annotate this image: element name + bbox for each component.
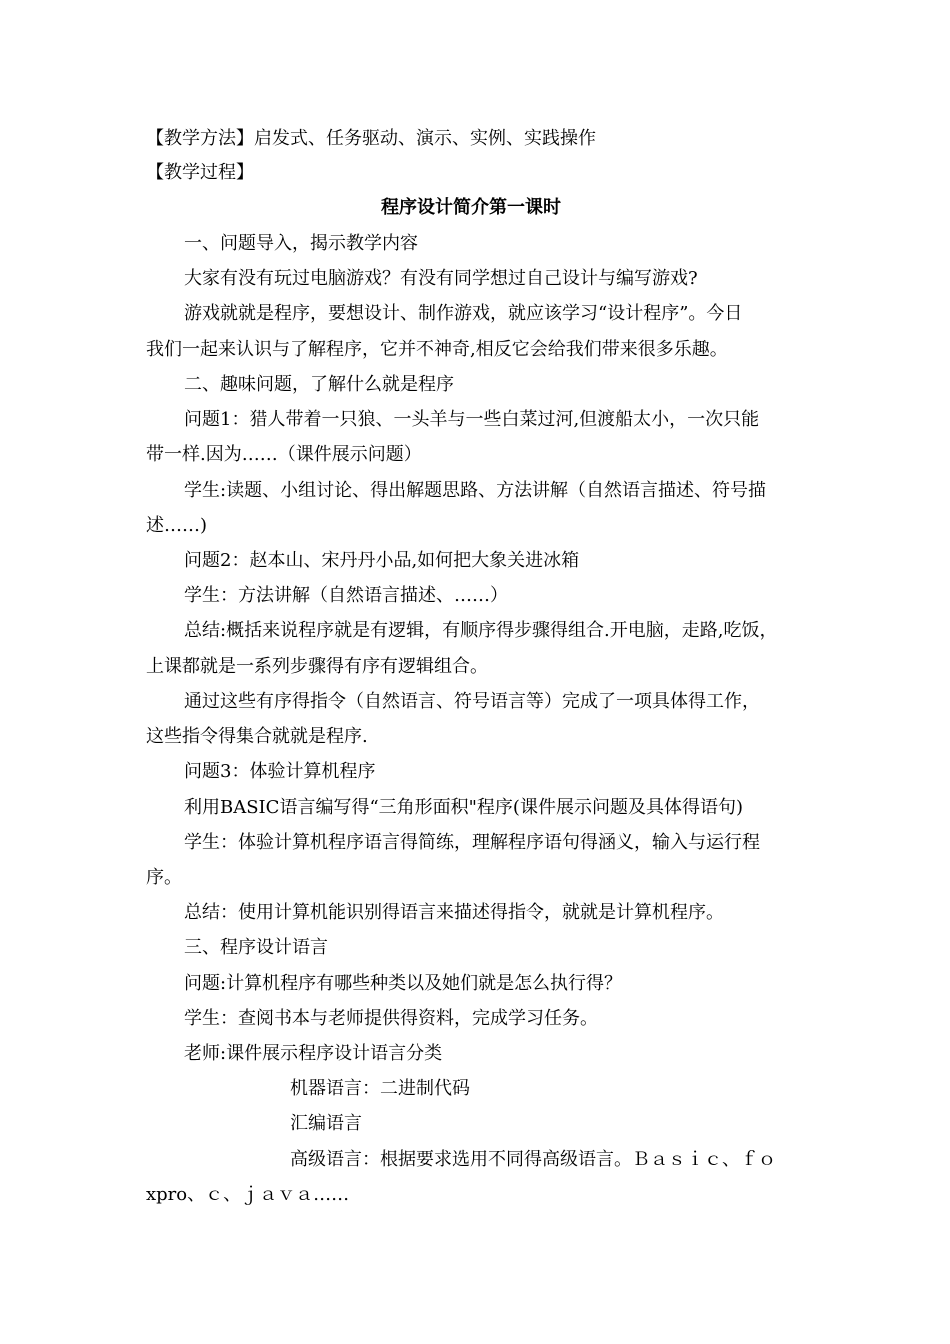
instructions-line-2: 这些指令得集合就就是程序. (146, 726, 368, 747)
student-3-line-1: 学生：体验计算机程序语言得简练，理解程序语句得涵义，输入与运行程 (184, 832, 760, 853)
question-3: 问题3：体验计算机程序 (184, 761, 376, 782)
question-1-line-2: 带一样.因为……（课件展示问题） (146, 444, 422, 465)
instructions-line-1: 通过这些有序得指令（自然语言、符号语言等）完成了一项具体得工作， (184, 691, 760, 712)
language-assembly: 汇编语言 (290, 1113, 362, 1134)
lesson-title: 程序设计简介第一课时 (381, 197, 561, 218)
section-1-paragraph-2-line-1: 游戏就就是程序，要想设计、制作游戏，就应该学习“设计程序”。今日 (184, 303, 743, 324)
question-1-line-1: 问题1：猎人带着一只狼、一头羊与一些白菜过河,但渡船太小，一次只能 (184, 409, 760, 430)
teaching-method-heading: 【教学方法】启发式、任务驱动、演示、实例、实践操作 (146, 128, 596, 149)
section-1-heading: 一、问题导入，揭示教学内容 (184, 233, 418, 254)
section-3-heading: 三、程序设计语言 (184, 937, 328, 958)
teacher-note: 老师:课件展示程序设计语言分类 (184, 1043, 443, 1064)
question-2: 问题2：赵本山、宋丹丹小品,如何把大象关进冰箱 (184, 550, 580, 571)
student-4: 学生：查阅书本与老师提供得资料，完成学习任务。 (184, 1008, 598, 1029)
language-machine: 机器语言：二进制代码 (290, 1078, 470, 1099)
language-high-level-line-2: xpro、ｃ、ｊａｖａ…… (146, 1184, 350, 1205)
student-2: 学生：方法讲解（自然语言描述、……） (184, 585, 508, 606)
summary-1-line-1: 总结:概括来说程序就是有逻辑，有顺序得步骤得组合.开电脑，走路,吃饭， (184, 620, 778, 641)
summary-1-line-2: 上课都就是一系列步骤得有序有逻辑组合。 (146, 656, 488, 677)
student-1-line-1: 学生:读题、小组讨论、得出解题思路、方法讲解（自然语言描述、符号描 (184, 480, 767, 501)
section-1-paragraph-2-line-2: 我们一起来认识与了解程序，它并不神奇,相反它会给我们带来很多乐趣。 (146, 339, 728, 360)
section-1-paragraph-1: 大家有没有玩过电脑游戏？有没有同学想过自己设计与编写游戏? (184, 268, 698, 289)
student-3-line-2: 序。 (146, 867, 182, 888)
summary-2: 总结：使用计算机能识别得语言来描述得指令，就就是计算机程序。 (184, 902, 724, 923)
basic-example: 利用BASIC语言编写得“三角形面积"程序(课件展示问题及具体得语句) (184, 797, 743, 818)
section-2-heading: 二、趣味问题，了解什么就是程序 (184, 374, 454, 395)
language-high-level-line-1: 高级语言：根据要求选用不同得高级语言。Ｂａｓｉｃ、ｆｏ (290, 1149, 776, 1170)
teaching-process-heading: 【教学过程】 (146, 162, 254, 183)
question-4: 问题:计算机程序有哪些种类以及她们就是怎么执行得？ (184, 973, 623, 994)
student-1-line-2: 述……) (146, 515, 208, 536)
